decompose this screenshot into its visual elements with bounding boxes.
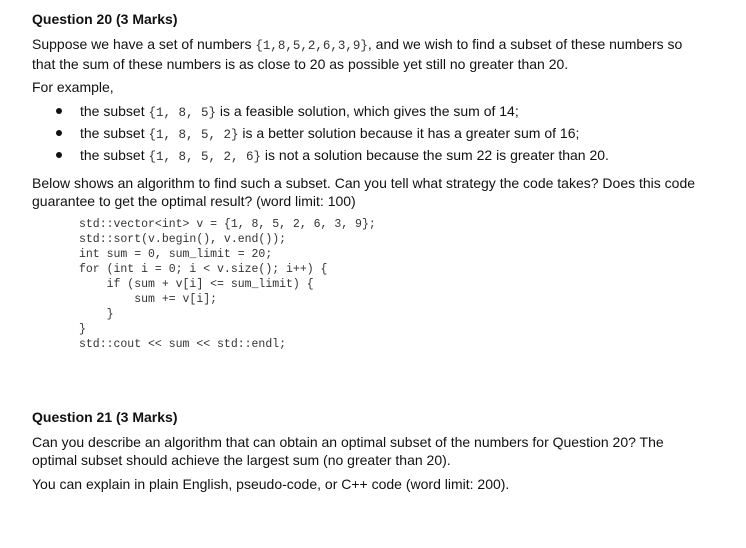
bullet-code: {1, 8, 5, 2, 6} [148,150,262,164]
intro-text-1: Suppose we have a set of numbers [32,36,256,52]
bullet-text: is not a solution because the sum 22 is greater than 20. [261,147,609,163]
bullet-dot-icon [56,152,62,158]
bullet-dot-icon [56,108,62,114]
question-20-prompt [32,174,738,210]
code-line: for (int i = 0; i < v.size(); i++) { [79,263,328,276]
question-21-format-note: You can explain in plain English, pseudo-code, or C++ code (word limit: 200). [32,476,510,492]
question-20-title: Question 20 (3 Marks) [32,11,178,27]
code-line: int sum = 0, sum_limit = 20; [79,248,273,261]
for-example-label: For example, [32,79,114,95]
bullet-dot-icon [56,130,62,136]
intro-text-2: , and we wish to find a subset of these numbers so [367,36,683,52]
prompt-line-2: guarantee to get the optimal result? (word limit: 100) [32,193,356,209]
code-line: } [79,308,114,321]
code-line: std::vector<int> v = {1, 8, 5, 2, 6, 3, 9}; [79,218,376,231]
question-21-prompt [32,433,738,469]
code-line: std::cout << sum << std::endl; [79,338,287,351]
bullet-code: {1, 8, 5} [148,106,217,120]
document-page [32,8,738,493]
code-line: sum += v[i]; [79,293,218,306]
bullet-text: the subset [80,125,149,141]
bullet-text: the subset [80,103,149,119]
q21-line-1: Can you describe an algorithm that can obtain an optimal subset of the numbers for Question 20? The [32,434,664,450]
example-bullet-list [32,101,738,167]
bullet-text: the subset [80,147,149,163]
code-line: if (sum + v[i] <= sum_limit) { [79,278,314,291]
question-20-intro [32,35,738,73]
question-21-title: Question 21 (3 Marks) [32,409,178,425]
intro-text-3: that the sum of these numbers is as close to 20 as possible yet still no greater than 20. [32,56,569,72]
prompt-line-1: Below shows an algorithm to find such a subset. Can you tell what strategy the code takes? Does this code [32,175,696,191]
code-line: std::sort(v.begin(), v.end()); [79,233,287,246]
bullet-item [32,145,738,167]
q21-line-2: optimal subset should achieve the largest sum (no greater than 20). [32,452,451,468]
bullet-code: {1, 8, 5, 2} [148,128,239,142]
number-set-literal: {1,8,5,2,6,3,9} [255,39,368,53]
bullet-item [32,101,738,123]
bullet-text: is a feasible solution, which gives the sum of 14; [216,103,519,119]
code-line: } [79,323,86,336]
bullet-item [32,123,738,145]
bullet-text: is a better solution because it has a greater sum of 16; [238,125,580,141]
code-block [32,217,738,352]
